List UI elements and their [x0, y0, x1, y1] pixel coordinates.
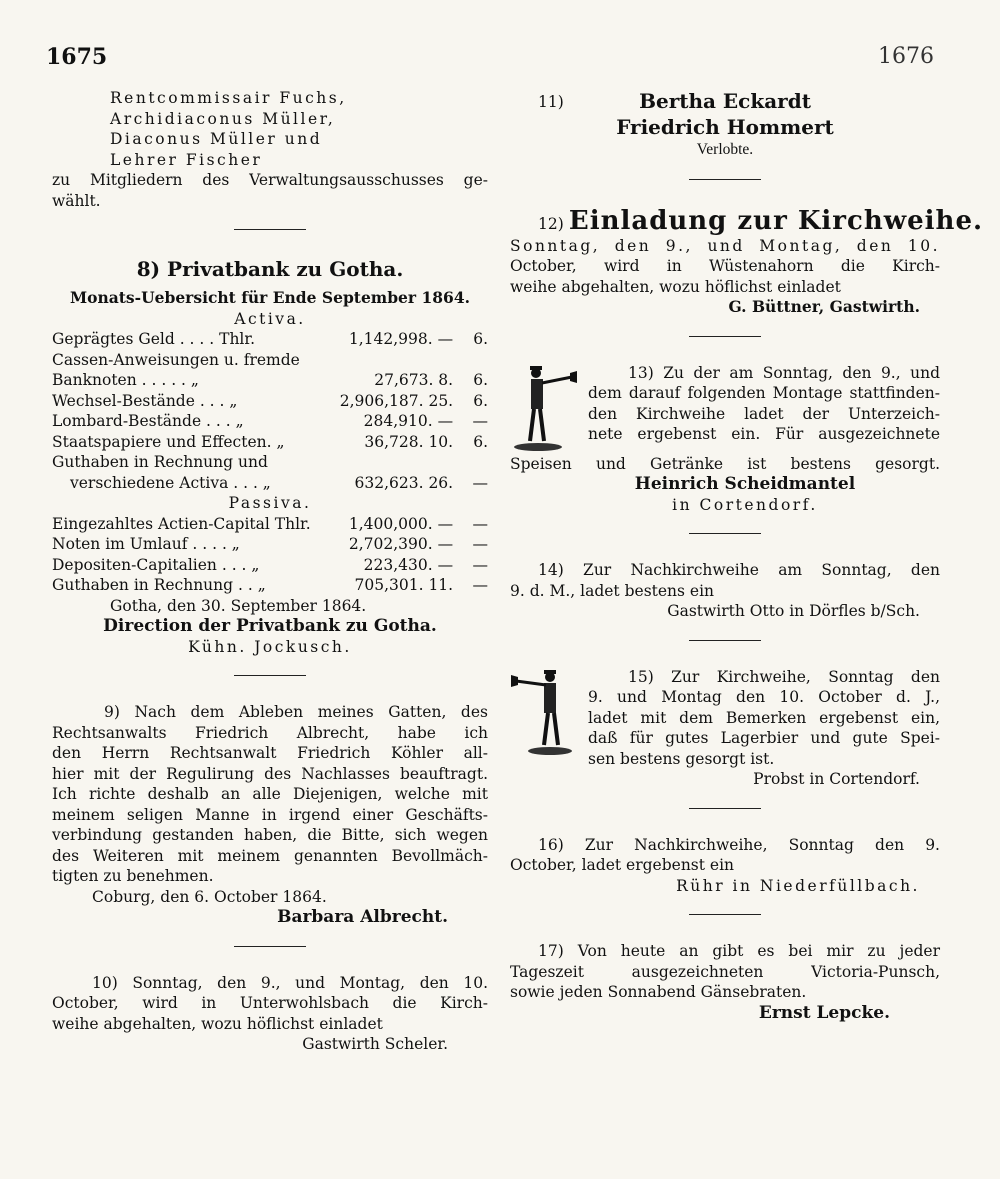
text-line: Rentcommissair Fuchs,	[110, 89, 347, 107]
table-row	[52, 555, 488, 576]
row-amount: 2,906,187. 25.	[339, 391, 454, 410]
table-row	[52, 329, 488, 350]
row-label: Guthaben in Rechnung und	[52, 453, 268, 471]
table-row	[52, 514, 488, 535]
row-tail: 6.	[473, 391, 488, 410]
trumpeter-figure-icon	[510, 363, 578, 455]
notice-14	[510, 560, 940, 622]
text-line: 16) Zur Nachkirchweihe, Sonntag den 9.	[538, 835, 940, 854]
notice-10	[52, 973, 488, 1055]
notice-17-signature: Ernst Lepcke.	[758, 1002, 890, 1023]
text-line: weihe abgehalten, wozu höflichst einladet	[52, 1014, 383, 1033]
row-label: Wechsel-Bestände . . . „	[52, 391, 238, 410]
bank-subheading: Monats-Uebersicht für Ende September 1864.	[69, 288, 471, 307]
notice-13-signature: Heinrich Scheidmantel	[634, 474, 856, 494]
separator-rule	[689, 914, 761, 915]
notice-12-heading: Einladung zur Kirchweihe.	[568, 205, 984, 236]
separator-rule	[689, 640, 761, 641]
text-line: October, ladet ergebenst ein	[510, 856, 735, 874]
notice-13-place: in Cortendorf.	[672, 495, 818, 514]
row-tail: —	[472, 535, 488, 553]
separator-rule	[689, 336, 761, 337]
activa-label: Activa.	[234, 309, 306, 328]
row-tail: —	[472, 412, 488, 430]
table-row	[52, 473, 488, 494]
row-label: Guthaben in Rechnung . . „	[52, 576, 266, 594]
bank-report	[52, 256, 488, 657]
text-line: nete ergebenst ein. Für ausgezeichnete	[588, 425, 940, 443]
committee-block	[52, 88, 488, 211]
text-line: tigten zu benehmen.	[52, 867, 214, 885]
notice-16-signature: Rühr in Niederfüllbach.	[676, 876, 920, 895]
text-line: sen bestens gesorgt ist.	[588, 749, 775, 768]
text-line: Lehrer Fischer	[110, 150, 263, 169]
table-row	[52, 575, 488, 596]
table-row	[52, 370, 488, 391]
passiva-table	[52, 514, 488, 596]
text-line: Rechtsanwalts Friedrich Albrecht, habe ich	[52, 723, 488, 742]
right-column	[510, 88, 984, 1023]
text-line: Ich richte deshalb an alle Diejenigen, welche mit	[52, 785, 488, 803]
row-label: Noten im Umlauf . . . . „	[52, 535, 240, 553]
notice-17	[510, 941, 940, 1023]
row-amount: 284,910. —	[363, 412, 454, 430]
row-label: Depositen-Capitalien . . . „	[52, 555, 260, 574]
text-line: Tageszeit ausgezeichneten Victoria-Punsch,	[510, 962, 940, 981]
text-line: 10) Sonntag, den 9., und Montag, den 10.	[92, 973, 488, 992]
text-line: ladet mit dem Bemerken ergebenst ein,	[588, 708, 940, 727]
row-tail: 6.	[473, 432, 488, 451]
notice-15-text	[588, 667, 940, 790]
text-line: 9. und Montag den 10. October d. J.,	[588, 688, 940, 706]
row-label: Lombard-Bestände . . . „	[52, 412, 244, 430]
row-tail	[453, 452, 488, 473]
notice-10-signature: Gastwirth Scheler.	[302, 1035, 448, 1053]
left-column	[52, 88, 488, 1055]
row-tail: —	[472, 473, 488, 492]
text-line: weihe abgehalten, wozu höflichst einladet	[510, 277, 841, 296]
row-amount: 1,142,998. —	[348, 330, 454, 348]
text-line: hier mit der Regulirung des Nachlasses beauftragt.	[52, 764, 488, 783]
row-amount: 223,430. —	[363, 555, 454, 574]
text-line: des Weiteren mit meinem genannten Bevollmäch-	[52, 846, 488, 865]
separator-rule	[689, 179, 761, 180]
row-label: verschiedene Activa . . . „	[70, 473, 271, 492]
page-number-left: 1675	[46, 44, 108, 70]
text-line: dem darauf folgenden Montage stattfinden-	[588, 384, 940, 402]
row-tail: —	[472, 576, 488, 594]
text-line: meinem seligen Manne in irgend einer Geschäfts-	[52, 805, 488, 824]
notice-9	[52, 702, 488, 928]
notice-13-text	[588, 363, 940, 455]
row-tail: —	[472, 555, 488, 574]
text-line: October, wird in Unterwohlsbach die Kirch-	[52, 994, 488, 1012]
row-label: Banknoten . . . . . „	[52, 371, 199, 389]
separator-rule	[689, 808, 761, 809]
notice-15-signature: Probst in Cortendorf.	[753, 770, 920, 788]
text-line: October, wird in Wüstenahorn die Kirch-	[510, 257, 940, 275]
text-line: wählt.	[52, 191, 101, 210]
text-line: 9. d. M., ladet bestens ein	[510, 581, 715, 600]
text-line: Sonntag, den 9., und Montag, den 10.	[510, 236, 940, 255]
text-line: 15) Zur Kirchweihe, Sonntag den	[628, 667, 940, 686]
table-row	[52, 391, 488, 412]
text-line: daß für gutes Lagerbier und gute Spei-	[588, 729, 940, 747]
notice-11	[510, 88, 940, 161]
bank-signature: Direction der Privatbank zu Gotha.	[103, 616, 437, 636]
separator-rule	[234, 946, 306, 947]
trumpeter-figure-icon	[510, 667, 578, 759]
row-amount	[322, 350, 453, 371]
text-line: sowie jeden Sonnabend Gänsebraten.	[510, 983, 807, 1001]
table-row	[52, 350, 488, 371]
text-line: 14) Zur Nachkirchweihe am Sonntag, den	[538, 561, 940, 579]
separator-rule	[234, 675, 306, 676]
row-tail	[453, 350, 488, 371]
row-label: Cassen-Anweisungen u. fremde	[52, 350, 300, 369]
notice-12	[510, 205, 984, 318]
notice-11-number: 11)	[538, 93, 564, 111]
text-line: 13) Zu der am Sonntag, den 9., und	[628, 363, 940, 382]
row-amount: 27,673. 8.	[374, 371, 454, 389]
text-line: zu Mitgliedern des Verwaltungsausschusses ge-	[52, 171, 488, 189]
notice-13	[510, 363, 940, 455]
engaged-caption: Verlobte.	[696, 141, 754, 158]
notice-12-heading-row	[510, 205, 984, 236]
table-row	[52, 452, 488, 473]
row-label: Staatspapiere und Effecten. „	[52, 432, 285, 451]
separator-rule	[234, 229, 306, 230]
row-amount: 36,728. 10.	[364, 432, 454, 451]
notice-12-number: 12)	[538, 214, 564, 233]
bank-date-line: Gotha, den 30. September 1864.	[110, 596, 367, 615]
row-amount: 705,301. 11.	[354, 576, 454, 594]
row-tail: 6.	[473, 371, 488, 389]
text-line: verbindung gestanden haben, die Bitte, sich wegen	[52, 826, 488, 844]
notice-16	[510, 835, 940, 897]
notice-15	[510, 667, 940, 790]
notice-12-signature: G. Büttner, Gastwirth.	[728, 297, 920, 316]
row-amount: 1,400,000. —	[348, 514, 454, 533]
text-line: den Kirchweihe ladet der Unterzeich-	[588, 404, 940, 423]
bank-heading: 8) Privatbank zu Gotha.	[136, 257, 404, 281]
row-amount	[322, 452, 453, 473]
passiva-label: Passiva.	[228, 494, 312, 512]
page-number-right: 1676	[878, 44, 934, 69]
row-tail: —	[472, 514, 488, 533]
notice-9-signature: Barbara Albrecht.	[277, 907, 448, 927]
engaged-name-1: Bertha Eckardt	[639, 89, 811, 113]
row-label: Geprägtes Geld . . . . Thlr.	[52, 330, 256, 348]
row-amount: 2,702,390. —	[348, 535, 454, 553]
table-row	[52, 432, 488, 453]
text-line: Speisen und Getränke ist bestens gesorgt.	[510, 454, 940, 473]
notice-14-signature: Gastwirth Otto in Dörfles b/Sch.	[667, 602, 920, 620]
text-line: Diaconus Müller und	[110, 130, 323, 148]
notice-9-date: Coburg, den 6. October 1864.	[92, 887, 327, 906]
text-line: den Herrn Rechtsanwalt Friedrich Köhler all-	[52, 744, 488, 762]
activa-table	[52, 329, 488, 493]
text-line: 17) Von heute an gibt es bei mir zu jeder	[538, 942, 940, 960]
text-line: Archidiaconus Müller,	[110, 109, 336, 128]
table-row	[52, 411, 488, 432]
separator-rule	[689, 533, 761, 534]
row-tail: 6.	[473, 330, 488, 348]
text-line: 9) Nach dem Ableben meines Gatten, des	[104, 703, 488, 721]
row-label: Eingezahltes Actien-Capital Thlr.	[52, 514, 311, 533]
table-row	[52, 534, 488, 555]
row-amount: 632,623. 26.	[354, 473, 454, 492]
engaged-name-2: Friedrich Hommert	[616, 115, 834, 139]
bank-names: Kühn. Jockusch.	[188, 637, 352, 656]
